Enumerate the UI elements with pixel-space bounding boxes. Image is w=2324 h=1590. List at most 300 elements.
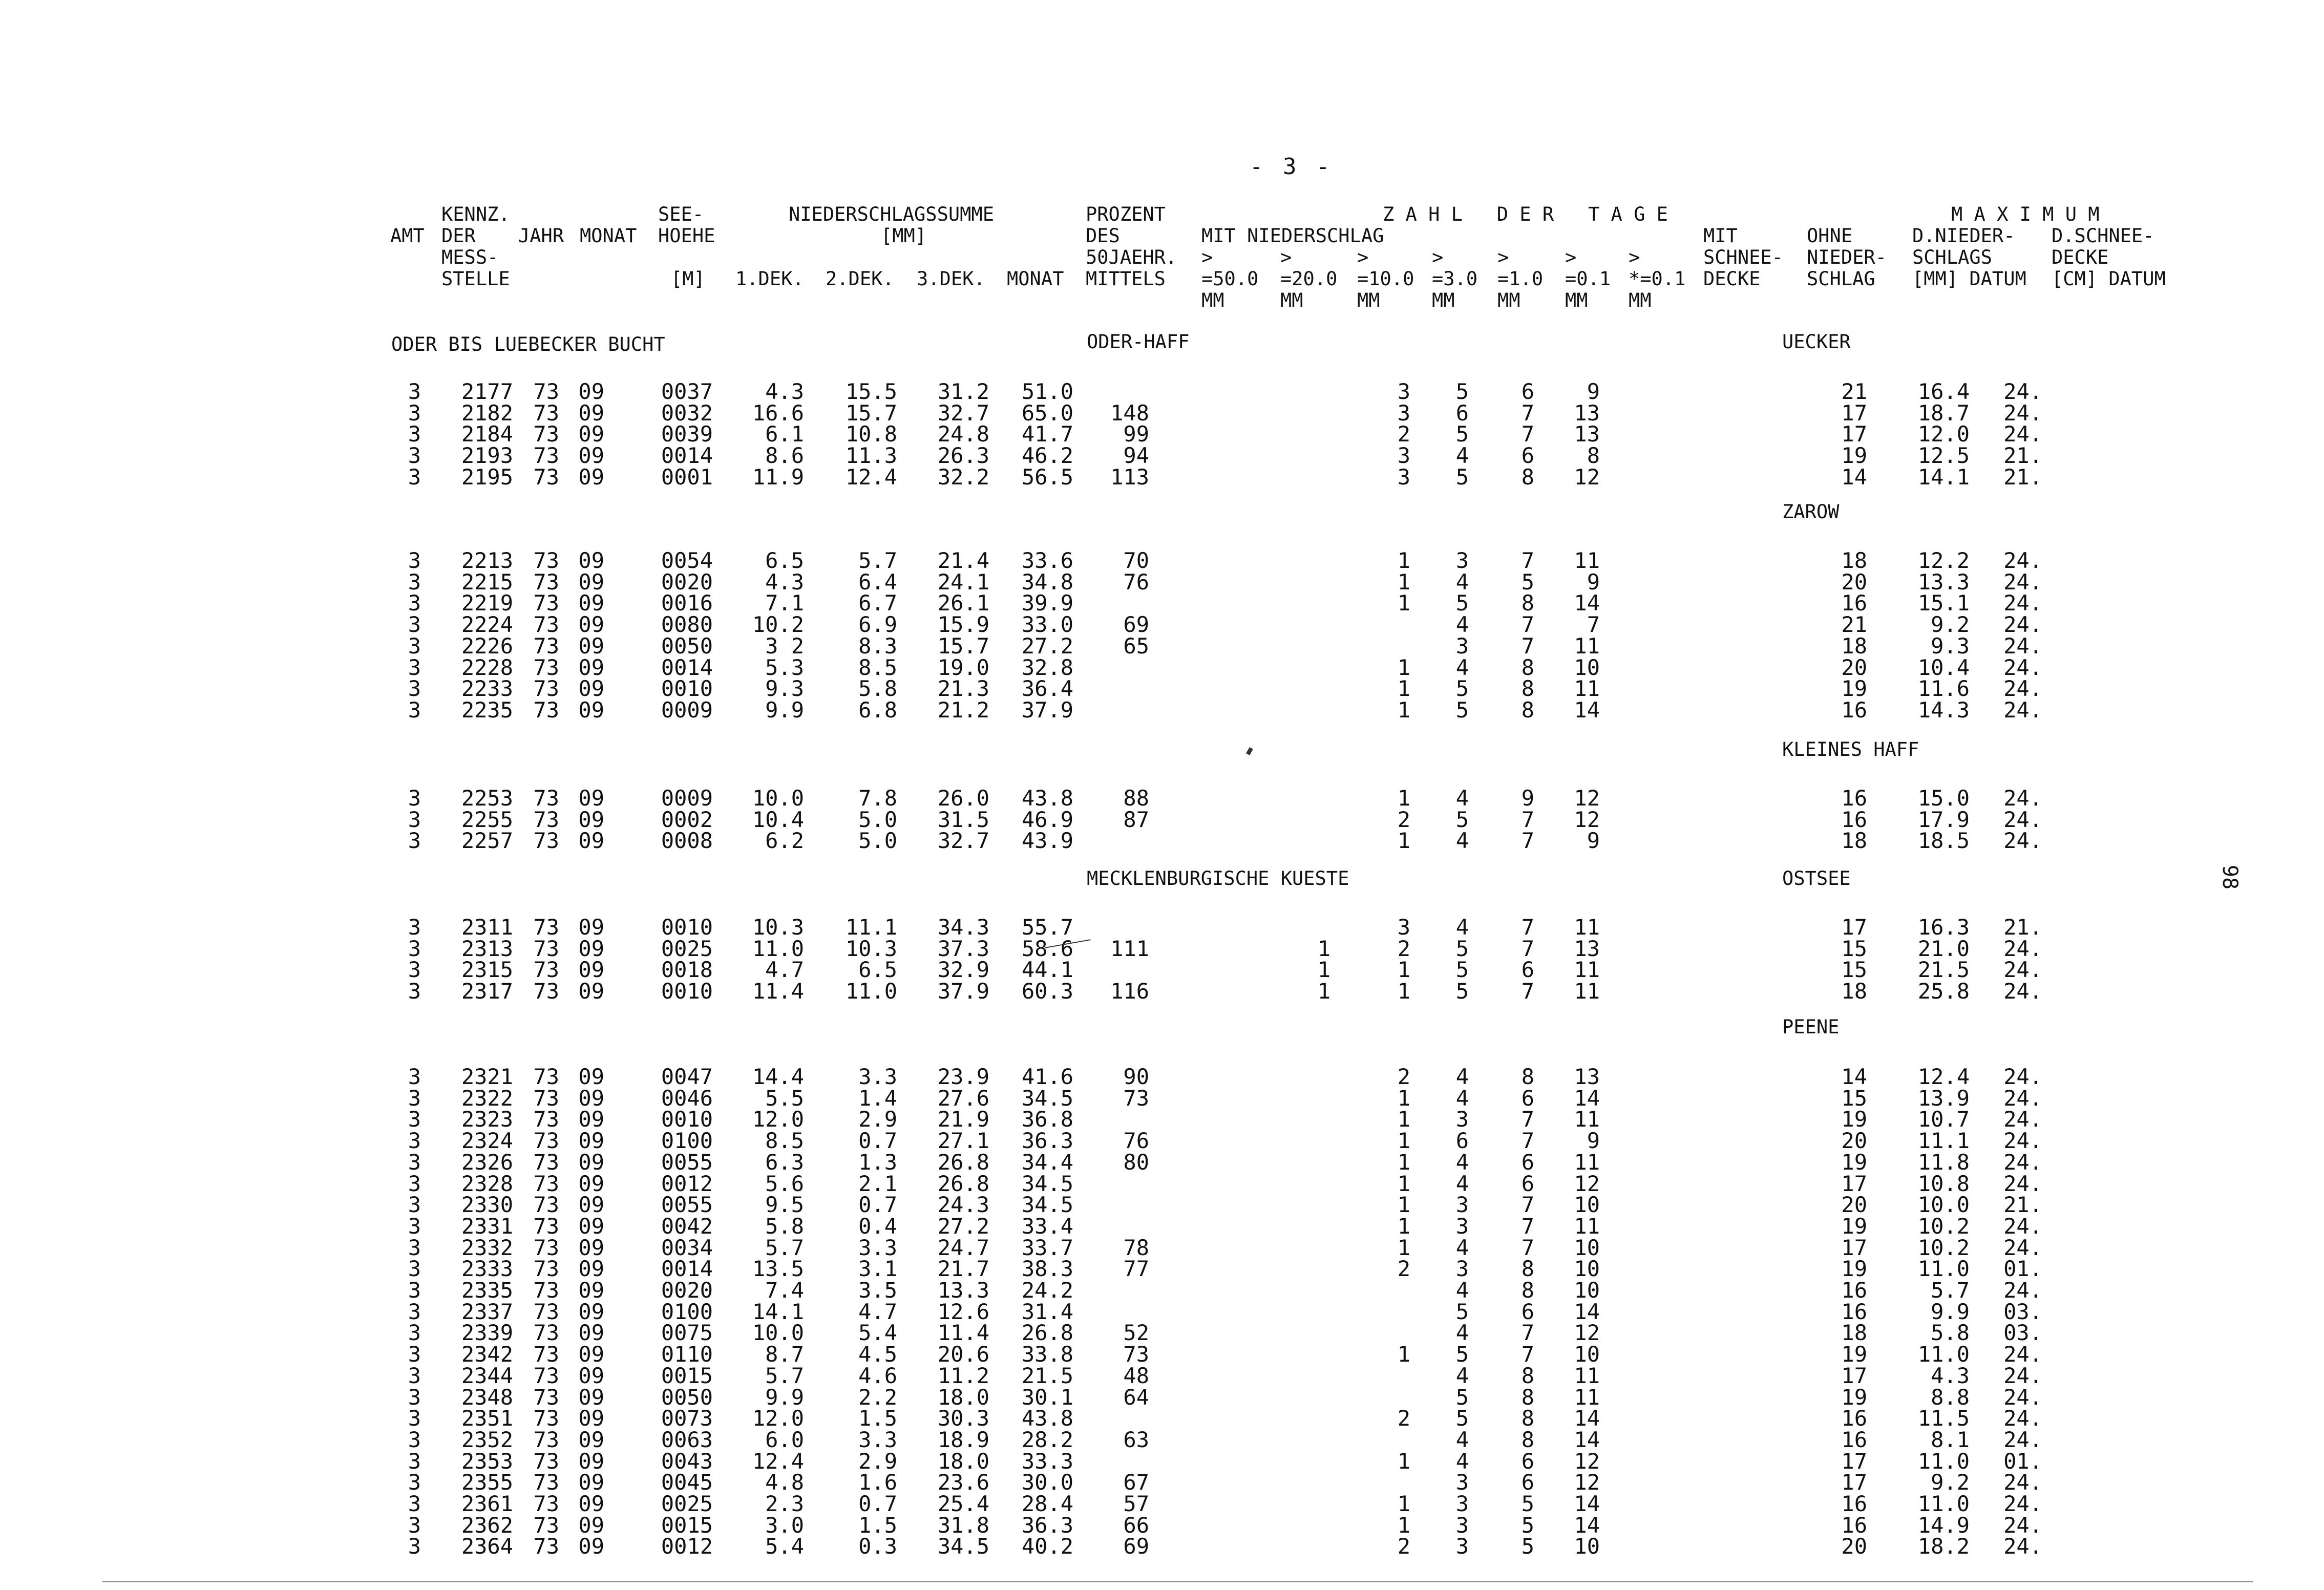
cell-amt: 3 bbox=[408, 464, 421, 490]
cell-kennz: 2326 bbox=[461, 1150, 513, 1175]
cell-max-niederschlag: 11.0 bbox=[1917, 1449, 1970, 1474]
cell-monat-summe: 43.8 bbox=[1021, 1406, 1073, 1431]
cell-see-hoehe: 0002 bbox=[661, 807, 713, 832]
cell-ohne-niederschlag: 18 bbox=[1841, 979, 1867, 1004]
cell-dek3: 15.7 bbox=[937, 633, 989, 659]
cell-dek1: 3.0 bbox=[765, 1513, 804, 1538]
cell-jahr: 73 bbox=[533, 590, 559, 616]
cell-monat: 09 bbox=[578, 1128, 604, 1153]
cell-tage-01: 12 bbox=[1574, 786, 1600, 811]
cell-ohne-niederschlag: 17 bbox=[1841, 1235, 1867, 1260]
cell-amt: 3 bbox=[408, 421, 421, 447]
cell-tage-01: 14 bbox=[1574, 1406, 1600, 1431]
cell-tage-1: 5 bbox=[1521, 569, 1534, 595]
cell-tage-1: 8 bbox=[1521, 1406, 1534, 1431]
cell-max-niederschlag: 5.8 bbox=[1931, 1320, 1970, 1345]
cell-tage-10: 1 bbox=[1397, 697, 1410, 723]
cell-tage-01: 13 bbox=[1574, 1064, 1600, 1089]
cell-tage-3: 4 bbox=[1455, 1427, 1469, 1452]
cell-tage-3: 4 bbox=[1455, 1449, 1469, 1474]
cell-jahr: 73 bbox=[533, 1299, 559, 1324]
cell-tage-1: 7 bbox=[1521, 915, 1534, 940]
cell-max-datum: 24. bbox=[2003, 379, 2042, 404]
cell-monat: 09 bbox=[578, 915, 604, 940]
cell-prozent: 76 bbox=[1123, 569, 1149, 595]
cell-tage-01: 13 bbox=[1574, 400, 1600, 426]
cell-tage-10: 1 bbox=[1397, 957, 1410, 982]
cell-jahr: 73 bbox=[533, 1256, 559, 1281]
cell-amt: 3 bbox=[408, 443, 421, 468]
cell-see-hoehe: 0045 bbox=[661, 1470, 713, 1495]
cell-see-hoehe: 0100 bbox=[661, 1128, 713, 1153]
cell-tage-01: 9 bbox=[1587, 569, 1600, 595]
cell-jahr: 73 bbox=[533, 1150, 559, 1175]
cell-ohne-niederschlag: 18 bbox=[1841, 633, 1867, 659]
cell-dek3: 24.1 bbox=[937, 569, 989, 595]
cell-max-datum: 24. bbox=[2003, 655, 2042, 680]
cell-jahr: 73 bbox=[533, 1107, 559, 1132]
cell-tage-3: 3 bbox=[1455, 1491, 1469, 1516]
cell-amt: 3 bbox=[408, 1406, 421, 1431]
cell-tage-01: 10 bbox=[1574, 1278, 1600, 1303]
cell-see-hoehe: 0010 bbox=[661, 676, 713, 701]
cell-dek3: 24.8 bbox=[937, 421, 989, 447]
cell-dek3: 23.6 bbox=[937, 1470, 989, 1495]
cell-kennz: 2322 bbox=[461, 1086, 513, 1111]
cell-see-hoehe: 0025 bbox=[661, 936, 713, 961]
cell-amt: 3 bbox=[408, 590, 421, 616]
cell-max-niederschlag: 12.0 bbox=[1917, 421, 1970, 447]
cell-tage-1: 7 bbox=[1521, 979, 1534, 1004]
cell-monat: 09 bbox=[578, 590, 604, 616]
cell-ohne-niederschlag: 20 bbox=[1841, 655, 1867, 680]
cell-monat-summe: 21.5 bbox=[1021, 1363, 1073, 1388]
cell-dek3: 18.0 bbox=[937, 1385, 989, 1410]
cell-prozent: 52 bbox=[1123, 1320, 1149, 1345]
cell-prozent: 99 bbox=[1123, 421, 1149, 447]
cell-dek1: 5.7 bbox=[765, 1235, 804, 1260]
cell-monat: 09 bbox=[578, 957, 604, 982]
cell-tage-3: 4 bbox=[1455, 1150, 1469, 1175]
cell-tage-20: 1 bbox=[1317, 979, 1330, 1004]
cell-max-niederschlag: 11.0 bbox=[1917, 1491, 1970, 1516]
cell-amt: 3 bbox=[408, 548, 421, 573]
cell-monat: 09 bbox=[578, 786, 604, 811]
cell-monat-summe: 34.5 bbox=[1021, 1171, 1073, 1196]
cell-jahr: 73 bbox=[533, 464, 559, 490]
cell-amt: 3 bbox=[408, 655, 421, 680]
cell-tage-10: 1 bbox=[1397, 569, 1410, 595]
cell-jahr: 73 bbox=[533, 1470, 559, 1495]
header-monat: MONAT bbox=[580, 225, 637, 247]
cell-kennz: 2330 bbox=[461, 1192, 513, 1217]
cell-tage-1: 7 bbox=[1521, 612, 1534, 637]
cell-dek2: 0.4 bbox=[858, 1214, 897, 1239]
cell-max-niederschlag: 14.9 bbox=[1917, 1513, 1970, 1538]
cell-jahr: 73 bbox=[533, 957, 559, 982]
cell-tage-1: 8 bbox=[1521, 676, 1534, 701]
cell-dek3: 15.9 bbox=[937, 612, 989, 637]
cell-dek1: 11.4 bbox=[752, 979, 804, 1004]
cell-tage-01: 13 bbox=[1574, 421, 1600, 447]
cell-monat-summe: 44.1 bbox=[1021, 957, 1073, 982]
header-ohne-niederschlag: OHNE NIEDER- SCHLAG bbox=[1807, 225, 1887, 290]
cell-kennz: 2313 bbox=[461, 936, 513, 961]
cell-kennz: 2255 bbox=[461, 807, 513, 832]
cell-max-datum: 24. bbox=[2003, 786, 2042, 811]
cell-amt: 3 bbox=[408, 1150, 421, 1175]
cell-max-niederschlag: 13.3 bbox=[1917, 569, 1970, 595]
cell-tage-1: 5 bbox=[1521, 1534, 1534, 1559]
cell-ohne-niederschlag: 15 bbox=[1841, 936, 1867, 961]
cell-tage-01: 11 bbox=[1574, 633, 1600, 659]
cell-monat-summe: 60.3 bbox=[1021, 979, 1073, 1004]
cell-tage-1: 7 bbox=[1521, 807, 1534, 832]
cell-tage-01: 11 bbox=[1574, 957, 1600, 982]
cell-ohne-niederschlag: 17 bbox=[1841, 915, 1867, 940]
cell-max-niederschlag: 10.2 bbox=[1917, 1235, 1970, 1260]
cell-monat-summe: 55.7 bbox=[1021, 915, 1073, 940]
cell-kennz: 2332 bbox=[461, 1235, 513, 1260]
cell-tage-01: 13 bbox=[1574, 936, 1600, 961]
cell-monat-summe: 24.2 bbox=[1021, 1278, 1073, 1303]
cell-prozent: 70 bbox=[1123, 548, 1149, 573]
cell-max-datum: 24. bbox=[2003, 1342, 2042, 1367]
cell-prozent: 69 bbox=[1123, 1534, 1149, 1559]
cell-max-niederschlag: 15.0 bbox=[1917, 786, 1970, 811]
cell-see-hoehe: 0054 bbox=[661, 548, 713, 573]
cell-dek1: 16.6 bbox=[752, 400, 804, 426]
cell-tage-01: 12 bbox=[1574, 1320, 1600, 1345]
cell-ohne-niederschlag: 16 bbox=[1841, 1299, 1867, 1324]
cell-ohne-niederschlag: 18 bbox=[1841, 1320, 1867, 1345]
cell-prozent: 90 bbox=[1123, 1064, 1149, 1089]
cell-kennz: 2328 bbox=[461, 1171, 513, 1196]
cell-dek2: 6.4 bbox=[858, 569, 897, 595]
cell-max-datum: 24. bbox=[2003, 1491, 2042, 1516]
cell-amt: 3 bbox=[408, 633, 421, 659]
cell-kennz: 2364 bbox=[461, 1534, 513, 1559]
cell-see-hoehe: 0050 bbox=[661, 633, 713, 659]
cell-dek2: 2.9 bbox=[858, 1107, 897, 1132]
header-t50: > =50.0 MM bbox=[1201, 246, 1259, 311]
cell-see-hoehe: 0055 bbox=[661, 1150, 713, 1175]
header-t20: > =20.0 MM bbox=[1280, 246, 1338, 311]
cell-tage-10: 1 bbox=[1397, 676, 1410, 701]
cell-see-hoehe: 0055 bbox=[661, 1192, 713, 1217]
cell-max-datum: 24. bbox=[2003, 1107, 2042, 1132]
cell-see-hoehe: 0032 bbox=[661, 400, 713, 426]
cell-max-datum: 24. bbox=[2003, 1470, 2042, 1495]
cell-tage-3: 4 bbox=[1455, 612, 1469, 637]
cell-amt: 3 bbox=[408, 569, 421, 595]
cell-ohne-niederschlag: 19 bbox=[1841, 676, 1867, 701]
cell-jahr: 73 bbox=[533, 1278, 559, 1303]
cell-dek1: 11.0 bbox=[752, 936, 804, 961]
cell-amt: 3 bbox=[408, 400, 421, 426]
cell-tage-3: 4 bbox=[1455, 1320, 1469, 1345]
cell-kennz: 2224 bbox=[461, 612, 513, 637]
cell-tage-10: 2 bbox=[1397, 1406, 1410, 1431]
cell-amt: 3 bbox=[408, 1107, 421, 1132]
cell-monat-summe: 36.4 bbox=[1021, 676, 1073, 701]
cell-ohne-niederschlag: 21 bbox=[1841, 612, 1867, 637]
cell-tage-10: 3 bbox=[1397, 443, 1410, 468]
cell-ohne-niederschlag: 20 bbox=[1841, 1534, 1867, 1559]
cell-tage-3: 4 bbox=[1455, 786, 1469, 811]
cell-monat-summe: 28.4 bbox=[1021, 1491, 1073, 1516]
header-see-unit: [M] bbox=[671, 268, 705, 290]
cell-kennz: 2339 bbox=[461, 1320, 513, 1345]
cell-see-hoehe: 0047 bbox=[661, 1064, 713, 1089]
cell-prozent: 67 bbox=[1123, 1470, 1149, 1495]
cell-max-datum: 24. bbox=[2003, 633, 2042, 659]
cell-monat-summe: 46.9 bbox=[1021, 807, 1073, 832]
cell-kennz: 2353 bbox=[461, 1449, 513, 1474]
cell-tage-1: 8 bbox=[1521, 464, 1534, 490]
cell-tage-01: 11 bbox=[1574, 1214, 1600, 1239]
cell-jahr: 73 bbox=[533, 1214, 559, 1239]
cell-monat-summe: 43.9 bbox=[1021, 828, 1073, 853]
cell-tage-3: 5 bbox=[1455, 697, 1469, 723]
cell-max-niederschlag: 9.2 bbox=[1931, 612, 1970, 637]
cell-prozent: 88 bbox=[1123, 786, 1149, 811]
cell-dek3: 37.3 bbox=[937, 936, 989, 961]
cell-max-datum: 24. bbox=[2003, 807, 2042, 832]
cell-tage-1: 8 bbox=[1521, 1427, 1534, 1452]
cell-dek2: 5.4 bbox=[858, 1320, 897, 1345]
cell-tage-10: 1 bbox=[1397, 1342, 1410, 1367]
cell-monat-summe: 34.4 bbox=[1021, 1150, 1073, 1175]
cell-dek2: 3.3 bbox=[858, 1235, 897, 1260]
cell-kennz: 2323 bbox=[461, 1107, 513, 1132]
cell-max-datum: 24. bbox=[2003, 1171, 2042, 1196]
cell-monat-summe: 56.5 bbox=[1021, 464, 1073, 490]
cell-ohne-niederschlag: 17 bbox=[1841, 421, 1867, 447]
cell-dek1: 8.6 bbox=[765, 443, 804, 468]
cell-tage-10: 2 bbox=[1397, 1534, 1410, 1559]
cell-prozent: 48 bbox=[1123, 1363, 1149, 1388]
cell-see-hoehe: 0080 bbox=[661, 612, 713, 637]
cell-dek3: 18.0 bbox=[937, 1449, 989, 1474]
cell-amt: 3 bbox=[408, 1128, 421, 1153]
header-t01b: > *=0.1 MM bbox=[1629, 246, 1686, 311]
cell-tage-3: 5 bbox=[1455, 1406, 1469, 1431]
cell-dek2: 10.8 bbox=[845, 421, 897, 447]
cell-dek1: 9.9 bbox=[765, 697, 804, 723]
cell-jahr: 73 bbox=[533, 379, 559, 404]
cell-ohne-niederschlag: 19 bbox=[1841, 1107, 1867, 1132]
cell-tage-10: 1 bbox=[1397, 979, 1410, 1004]
cell-jahr: 73 bbox=[533, 400, 559, 426]
cell-dek1: 7.4 bbox=[765, 1278, 804, 1303]
cell-tage-10: 1 bbox=[1397, 1086, 1410, 1111]
cell-tage-01: 12 bbox=[1574, 1449, 1600, 1474]
region-label: ODER BIS LUEBECKER BUCHT bbox=[391, 333, 665, 355]
cell-monat-summe: 39.9 bbox=[1021, 590, 1073, 616]
cell-max-datum: 03. bbox=[2003, 1299, 2042, 1324]
cell-tage-20: 1 bbox=[1317, 936, 1330, 961]
cell-dek3: 21.4 bbox=[937, 548, 989, 573]
cell-kennz: 2311 bbox=[461, 915, 513, 940]
cell-dek2: 6.8 bbox=[858, 697, 897, 723]
cell-monat: 09 bbox=[578, 1107, 604, 1132]
cell-max-niederschlag: 10.4 bbox=[1917, 655, 1970, 680]
header-max-schneedecke: D.SCHNEE- DECKE [CM] DATUM bbox=[2052, 225, 2166, 290]
cell-see-hoehe: 0001 bbox=[661, 464, 713, 490]
cell-max-niederschlag: 11.0 bbox=[1917, 1256, 1970, 1281]
cell-monat-summe: 41.6 bbox=[1021, 1064, 1073, 1089]
cell-monat-summe: 41.7 bbox=[1021, 421, 1073, 447]
header-t3: > =3.0 MM bbox=[1432, 246, 1478, 311]
cell-prozent: 57 bbox=[1123, 1491, 1149, 1516]
cell-dek3: 11.4 bbox=[937, 1320, 989, 1345]
cell-amt: 3 bbox=[408, 1171, 421, 1196]
cell-max-niederschlag: 11.6 bbox=[1917, 676, 1970, 701]
header-dek2: 2.DEK. bbox=[826, 268, 894, 290]
cell-ohne-niederschlag: 18 bbox=[1841, 828, 1867, 853]
cell-tage-3: 4 bbox=[1455, 828, 1469, 853]
cell-monat: 09 bbox=[578, 1320, 604, 1345]
scan-edge-line bbox=[102, 1581, 2253, 1582]
cell-tage-1: 7 bbox=[1521, 548, 1534, 573]
cell-prozent: 64 bbox=[1123, 1385, 1149, 1410]
cell-see-hoehe: 0063 bbox=[661, 1427, 713, 1452]
cell-max-niederschlag: 11.5 bbox=[1917, 1406, 1970, 1431]
cell-amt: 3 bbox=[408, 379, 421, 404]
cell-monat: 09 bbox=[578, 1299, 604, 1324]
cell-max-niederschlag: 16.3 bbox=[1917, 915, 1970, 940]
cell-tage-01: 11 bbox=[1574, 548, 1600, 573]
header-zahl-der-tage: Z A H L D E R T A G E bbox=[1383, 203, 1668, 225]
cell-tage-1: 7 bbox=[1521, 1235, 1534, 1260]
cell-see-hoehe: 0015 bbox=[661, 1513, 713, 1538]
cell-ohne-niederschlag: 21 bbox=[1841, 379, 1867, 404]
cell-tage-10: 1 bbox=[1397, 1150, 1410, 1175]
cell-tage-1: 8 bbox=[1521, 1256, 1534, 1281]
cell-ohne-niederschlag: 16 bbox=[1841, 1427, 1867, 1452]
cell-dek1: 10.0 bbox=[752, 1320, 804, 1345]
cell-prozent: 73 bbox=[1123, 1342, 1149, 1367]
cell-tage-01: 11 bbox=[1574, 979, 1600, 1004]
cell-max-datum: 24. bbox=[2003, 1214, 2042, 1239]
cell-tage-10: 1 bbox=[1397, 1107, 1410, 1132]
cell-max-datum: 24. bbox=[2003, 612, 2042, 637]
cell-dek1: 5.3 bbox=[765, 655, 804, 680]
cell-tage-3: 3 bbox=[1455, 1513, 1469, 1538]
cell-max-niederschlag: 8.8 bbox=[1931, 1385, 1970, 1410]
cell-jahr: 73 bbox=[533, 915, 559, 940]
cell-max-niederschlag: 11.1 bbox=[1917, 1128, 1970, 1153]
cell-dek1: 10.2 bbox=[752, 612, 804, 637]
cell-tage-3: 6 bbox=[1455, 400, 1469, 426]
cell-dek1: 6.1 bbox=[765, 421, 804, 447]
cell-monat: 09 bbox=[578, 936, 604, 961]
cell-tage-01: 10 bbox=[1574, 655, 1600, 680]
cell-max-datum: 24. bbox=[2003, 1128, 2042, 1153]
cell-max-datum: 24. bbox=[2003, 548, 2042, 573]
cell-jahr: 73 bbox=[533, 421, 559, 447]
cell-kennz: 2315 bbox=[461, 957, 513, 982]
cell-kennz: 2213 bbox=[461, 548, 513, 573]
cell-tage-3: 6 bbox=[1455, 1128, 1469, 1153]
region-label: MECKLENBURGISCHE KUESTE bbox=[1087, 867, 1349, 889]
cell-monat: 09 bbox=[578, 612, 604, 637]
cell-dek3: 37.9 bbox=[937, 979, 989, 1004]
cell-monat: 09 bbox=[578, 379, 604, 404]
cell-amt: 3 bbox=[408, 1320, 421, 1345]
cell-ohne-niederschlag: 20 bbox=[1841, 1128, 1867, 1153]
cell-kennz: 2351 bbox=[461, 1406, 513, 1431]
cell-see-hoehe: 0037 bbox=[661, 379, 713, 404]
cell-max-niederschlag: 25.8 bbox=[1917, 979, 1970, 1004]
cell-dek2: 3.5 bbox=[858, 1278, 897, 1303]
cell-tage-10: 1 bbox=[1397, 1214, 1410, 1239]
cell-tage-10: 2 bbox=[1397, 807, 1410, 832]
cell-see-hoehe: 0100 bbox=[661, 1299, 713, 1324]
cell-dek1: 6.3 bbox=[765, 1150, 804, 1175]
cell-jahr: 73 bbox=[533, 697, 559, 723]
cell-dek1: 6.0 bbox=[765, 1427, 804, 1452]
cell-monat-summe: 28.2 bbox=[1021, 1427, 1073, 1452]
cell-monat: 09 bbox=[578, 421, 604, 447]
cell-ohne-niederschlag: 16 bbox=[1841, 1491, 1867, 1516]
cell-max-datum: 24. bbox=[2003, 1406, 2042, 1431]
cell-dek1: 4.3 bbox=[765, 569, 804, 595]
cell-dek2: 10.3 bbox=[845, 936, 897, 961]
cell-ohne-niederschlag: 16 bbox=[1841, 786, 1867, 811]
cell-tage-01: 11 bbox=[1574, 676, 1600, 701]
cell-tage-01: 9 bbox=[1587, 1128, 1600, 1153]
cell-tage-1: 6 bbox=[1521, 957, 1534, 982]
cell-tage-10: 2 bbox=[1397, 421, 1410, 447]
cell-tage-10: 1 bbox=[1397, 786, 1410, 811]
header-prozent: PROZENT DES 50JAEHR. MITTELS bbox=[1086, 203, 1177, 290]
cell-dek2: 5.7 bbox=[858, 548, 897, 573]
cell-max-datum: 21. bbox=[2003, 915, 2042, 940]
cell-kennz: 2331 bbox=[461, 1214, 513, 1239]
cell-amt: 3 bbox=[408, 936, 421, 961]
cell-max-datum: 24. bbox=[2003, 1235, 2042, 1260]
cell-see-hoehe: 0014 bbox=[661, 655, 713, 680]
cell-tage-01: 9 bbox=[1587, 828, 1600, 853]
cell-prozent: 78 bbox=[1123, 1235, 1149, 1260]
cell-dek3: 26.3 bbox=[937, 443, 989, 468]
cell-tage-01: 12 bbox=[1574, 1470, 1600, 1495]
cell-dek3: 24.7 bbox=[937, 1235, 989, 1260]
cell-kennz: 2193 bbox=[461, 443, 513, 468]
cell-dek3: 31.2 bbox=[937, 379, 989, 404]
cell-tage-01: 8 bbox=[1587, 443, 1600, 468]
cell-tage-1: 8 bbox=[1521, 1363, 1534, 1388]
cell-dek3: 27.2 bbox=[937, 1214, 989, 1239]
cell-kennz: 2344 bbox=[461, 1363, 513, 1388]
cell-tage-01: 14 bbox=[1574, 697, 1600, 723]
cell-monat: 09 bbox=[578, 1086, 604, 1111]
cell-see-hoehe: 0073 bbox=[661, 1406, 713, 1431]
cell-amt: 3 bbox=[408, 1278, 421, 1303]
cell-amt: 3 bbox=[408, 1534, 421, 1559]
cell-amt: 3 bbox=[408, 1256, 421, 1281]
cell-tage-3: 4 bbox=[1455, 1171, 1469, 1196]
cell-dek2: 5.8 bbox=[858, 676, 897, 701]
cell-prozent: 63 bbox=[1123, 1427, 1149, 1452]
cell-dek2: 3.1 bbox=[858, 1256, 897, 1281]
cell-jahr: 73 bbox=[533, 828, 559, 853]
cell-jahr: 73 bbox=[533, 936, 559, 961]
header-mit-niederschlag: MIT NIEDERSCHLAG bbox=[1201, 225, 1384, 247]
cell-max-datum: 24. bbox=[2003, 676, 2042, 701]
